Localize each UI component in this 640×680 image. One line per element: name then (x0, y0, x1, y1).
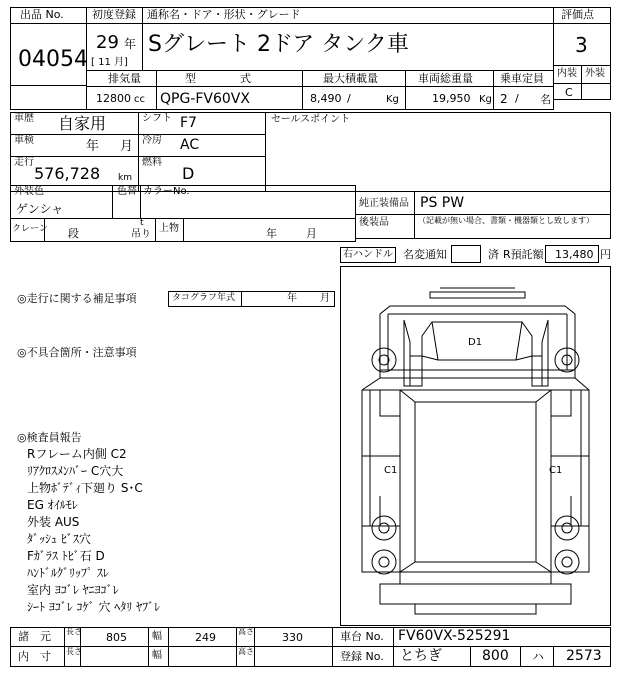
history-label: 車歴 (14, 113, 34, 124)
inspector-report-label: ◎検査員報告 (17, 431, 82, 444)
tachograph-label: タコグラフ年式 (172, 293, 236, 303)
fuel-label: 燃料 (142, 157, 162, 168)
recycle-amount: 13,480 (555, 248, 594, 261)
capacity-unit: 名 (540, 93, 551, 106)
model-label: 型 式 (185, 72, 251, 85)
width-value: 249 (195, 631, 216, 644)
displacement-unit: cc (134, 94, 145, 105)
lot-label: 出品 No. (20, 8, 64, 21)
crane-ton: t (140, 218, 144, 228)
length-label-inner: 長さ (66, 647, 82, 656)
capacity-label: 乗車定員 (500, 72, 544, 85)
capacity-value: 2 (500, 92, 508, 106)
reg-year-unit: 年 (124, 37, 137, 51)
model-value: QPG-FV60VX (160, 91, 250, 107)
displacement-value: 12800 (96, 92, 131, 105)
color-code-label: カラーNo. (143, 186, 190, 197)
report-line: Fｶﾞﾗｽ ﾄﾋﾞ石 D (27, 549, 105, 563)
height-label: 高さ (238, 627, 254, 636)
recycle-prefix: 済 (488, 248, 499, 261)
rating-label: 評価点 (561, 8, 594, 21)
name-change-label: 名変通知 (403, 248, 447, 261)
chassis-number: FV60VX-525291 (398, 628, 511, 644)
registration-area: とちぎ (400, 648, 442, 664)
chassis-label: 車台 No. (340, 630, 384, 643)
exterior-label: 外装 (585, 68, 605, 79)
color-no-label: 色替 (117, 186, 137, 197)
fuel-value: D (182, 164, 195, 183)
report-line: ﾘｱｸﾛｽﾒﾝﾊﾞｰ C穴大 (27, 464, 124, 478)
registration-kana: ハ (532, 650, 545, 664)
car-name: Sグレート 2ドア タンク車 (148, 32, 409, 57)
tachograph-year: 年 (287, 293, 297, 304)
gross-weight-value: 19,950 (432, 92, 471, 105)
mileage-label: 走行 (14, 157, 34, 168)
first-reg-label: 初度登録 (92, 8, 136, 21)
rhd-box: 右ハンドル (340, 247, 396, 263)
truck-outline-diagram (340, 266, 611, 626)
registration-class: 800 (482, 648, 509, 664)
report-line: ﾊﾝﾄﾞﾙｸﾞﾘｯﾌﾟ ｽﾚ (27, 566, 109, 580)
aftermarket-label: 後装品 (359, 217, 389, 228)
name-change-box (451, 245, 481, 263)
ac-value: AC (180, 137, 200, 153)
reg-year: 29 (96, 32, 119, 53)
width-label: 幅 (152, 631, 162, 642)
crane-label: クレーン (12, 224, 48, 234)
report-line: ｼｰﾄ ﾖｺﾞﾚ ｺｹﾞ 穴 ﾍﾀﾘ ﾔﾌﾞﾚ (27, 600, 161, 614)
recycle-label: R預託額 (503, 248, 544, 261)
crane-stage: 段 (68, 227, 79, 240)
max-load-unit: Kg (386, 94, 399, 105)
equipment-label: 純正装備品 (359, 198, 409, 209)
recycle-unit: 円 (600, 248, 611, 261)
length-value: 805 (106, 631, 127, 644)
mileage-unit: km (118, 173, 132, 183)
report-line: 上物ﾎﾞﾃﾞｨ下廻り S･C (27, 481, 143, 495)
inspection-year: 年 (86, 139, 100, 154)
tachograph-month: 月 (320, 293, 330, 304)
aftermarket-note: （記載が無い場合、書類・機器類とし致します） (418, 216, 594, 225)
color-label: 外装色 (14, 186, 44, 197)
inner-dim-label: 内 寸 (18, 650, 51, 663)
shift-value: F7 (180, 115, 197, 131)
inspection-label: 車検 (14, 135, 34, 146)
registration-label: 登録 No. (340, 650, 384, 663)
upper-label: 上物 (159, 223, 179, 234)
damage-c1-left: C1 (384, 465, 398, 476)
defects-label: ◎不具合箇所・注意事項 (17, 346, 137, 359)
gross-weight-unit: Kg (479, 94, 492, 105)
equipment-value: PS PW (420, 195, 465, 211)
color-value: ゲンシャ (16, 202, 64, 216)
driving-notes-label: ◎走行に関する補足事項 (17, 292, 137, 305)
mileage-value: 576,728 (34, 164, 101, 183)
inspection-month: 月 (120, 139, 134, 154)
damage-c1-right: C1 (549, 465, 563, 476)
crane-hanging: 吊り (131, 229, 151, 240)
report-line: 外装 AUS (27, 515, 80, 529)
report-line: ﾀﾞｯｼｭ ﾋﾞｽ穴 (27, 532, 91, 546)
max-load-label: 最大積載量 (323, 72, 378, 85)
sales-point-label: セールスポイント (271, 114, 351, 125)
displacement-label: 排気量 (108, 72, 141, 85)
damage-d1: D1 (468, 337, 483, 348)
rating-value: 3 (575, 33, 588, 57)
width-label-inner: 幅 (152, 650, 162, 661)
reg-month: [ 11 月] (91, 57, 128, 68)
max-load-value: 8,490 (310, 92, 342, 105)
outer-dim-label: 諸 元 (18, 630, 51, 643)
upper-year: 年 (266, 227, 277, 240)
height-label-inner: 高さ (238, 647, 254, 656)
ac-label: 冷房 (142, 135, 162, 146)
report-line: Rフレーム内側 C2 (27, 447, 127, 461)
registration-number: 2573 (566, 648, 602, 664)
car-name-label: 通称名・ドア・形状・グレード (147, 8, 301, 21)
report-line: 室内 ﾖｺﾞﾚ ﾔﾆﾖｺﾞﾚ (27, 583, 119, 597)
height-value: 330 (282, 631, 303, 644)
lot-number: 04054 (18, 47, 88, 72)
history-value: 自家用 (58, 114, 107, 133)
shift-label: シフト (142, 113, 172, 124)
length-label: 長さ (66, 627, 82, 636)
upper-month: 月 (306, 227, 317, 240)
interior-label: 内装 (557, 68, 577, 79)
interior-grade: C (565, 86, 573, 99)
report-line: EG ｵｲﾙﾓﾚ (27, 498, 78, 512)
gross-weight-label: 車両総重量 (418, 72, 473, 85)
capacity-sep: / (515, 92, 519, 105)
max-load-sep: / (347, 92, 351, 105)
